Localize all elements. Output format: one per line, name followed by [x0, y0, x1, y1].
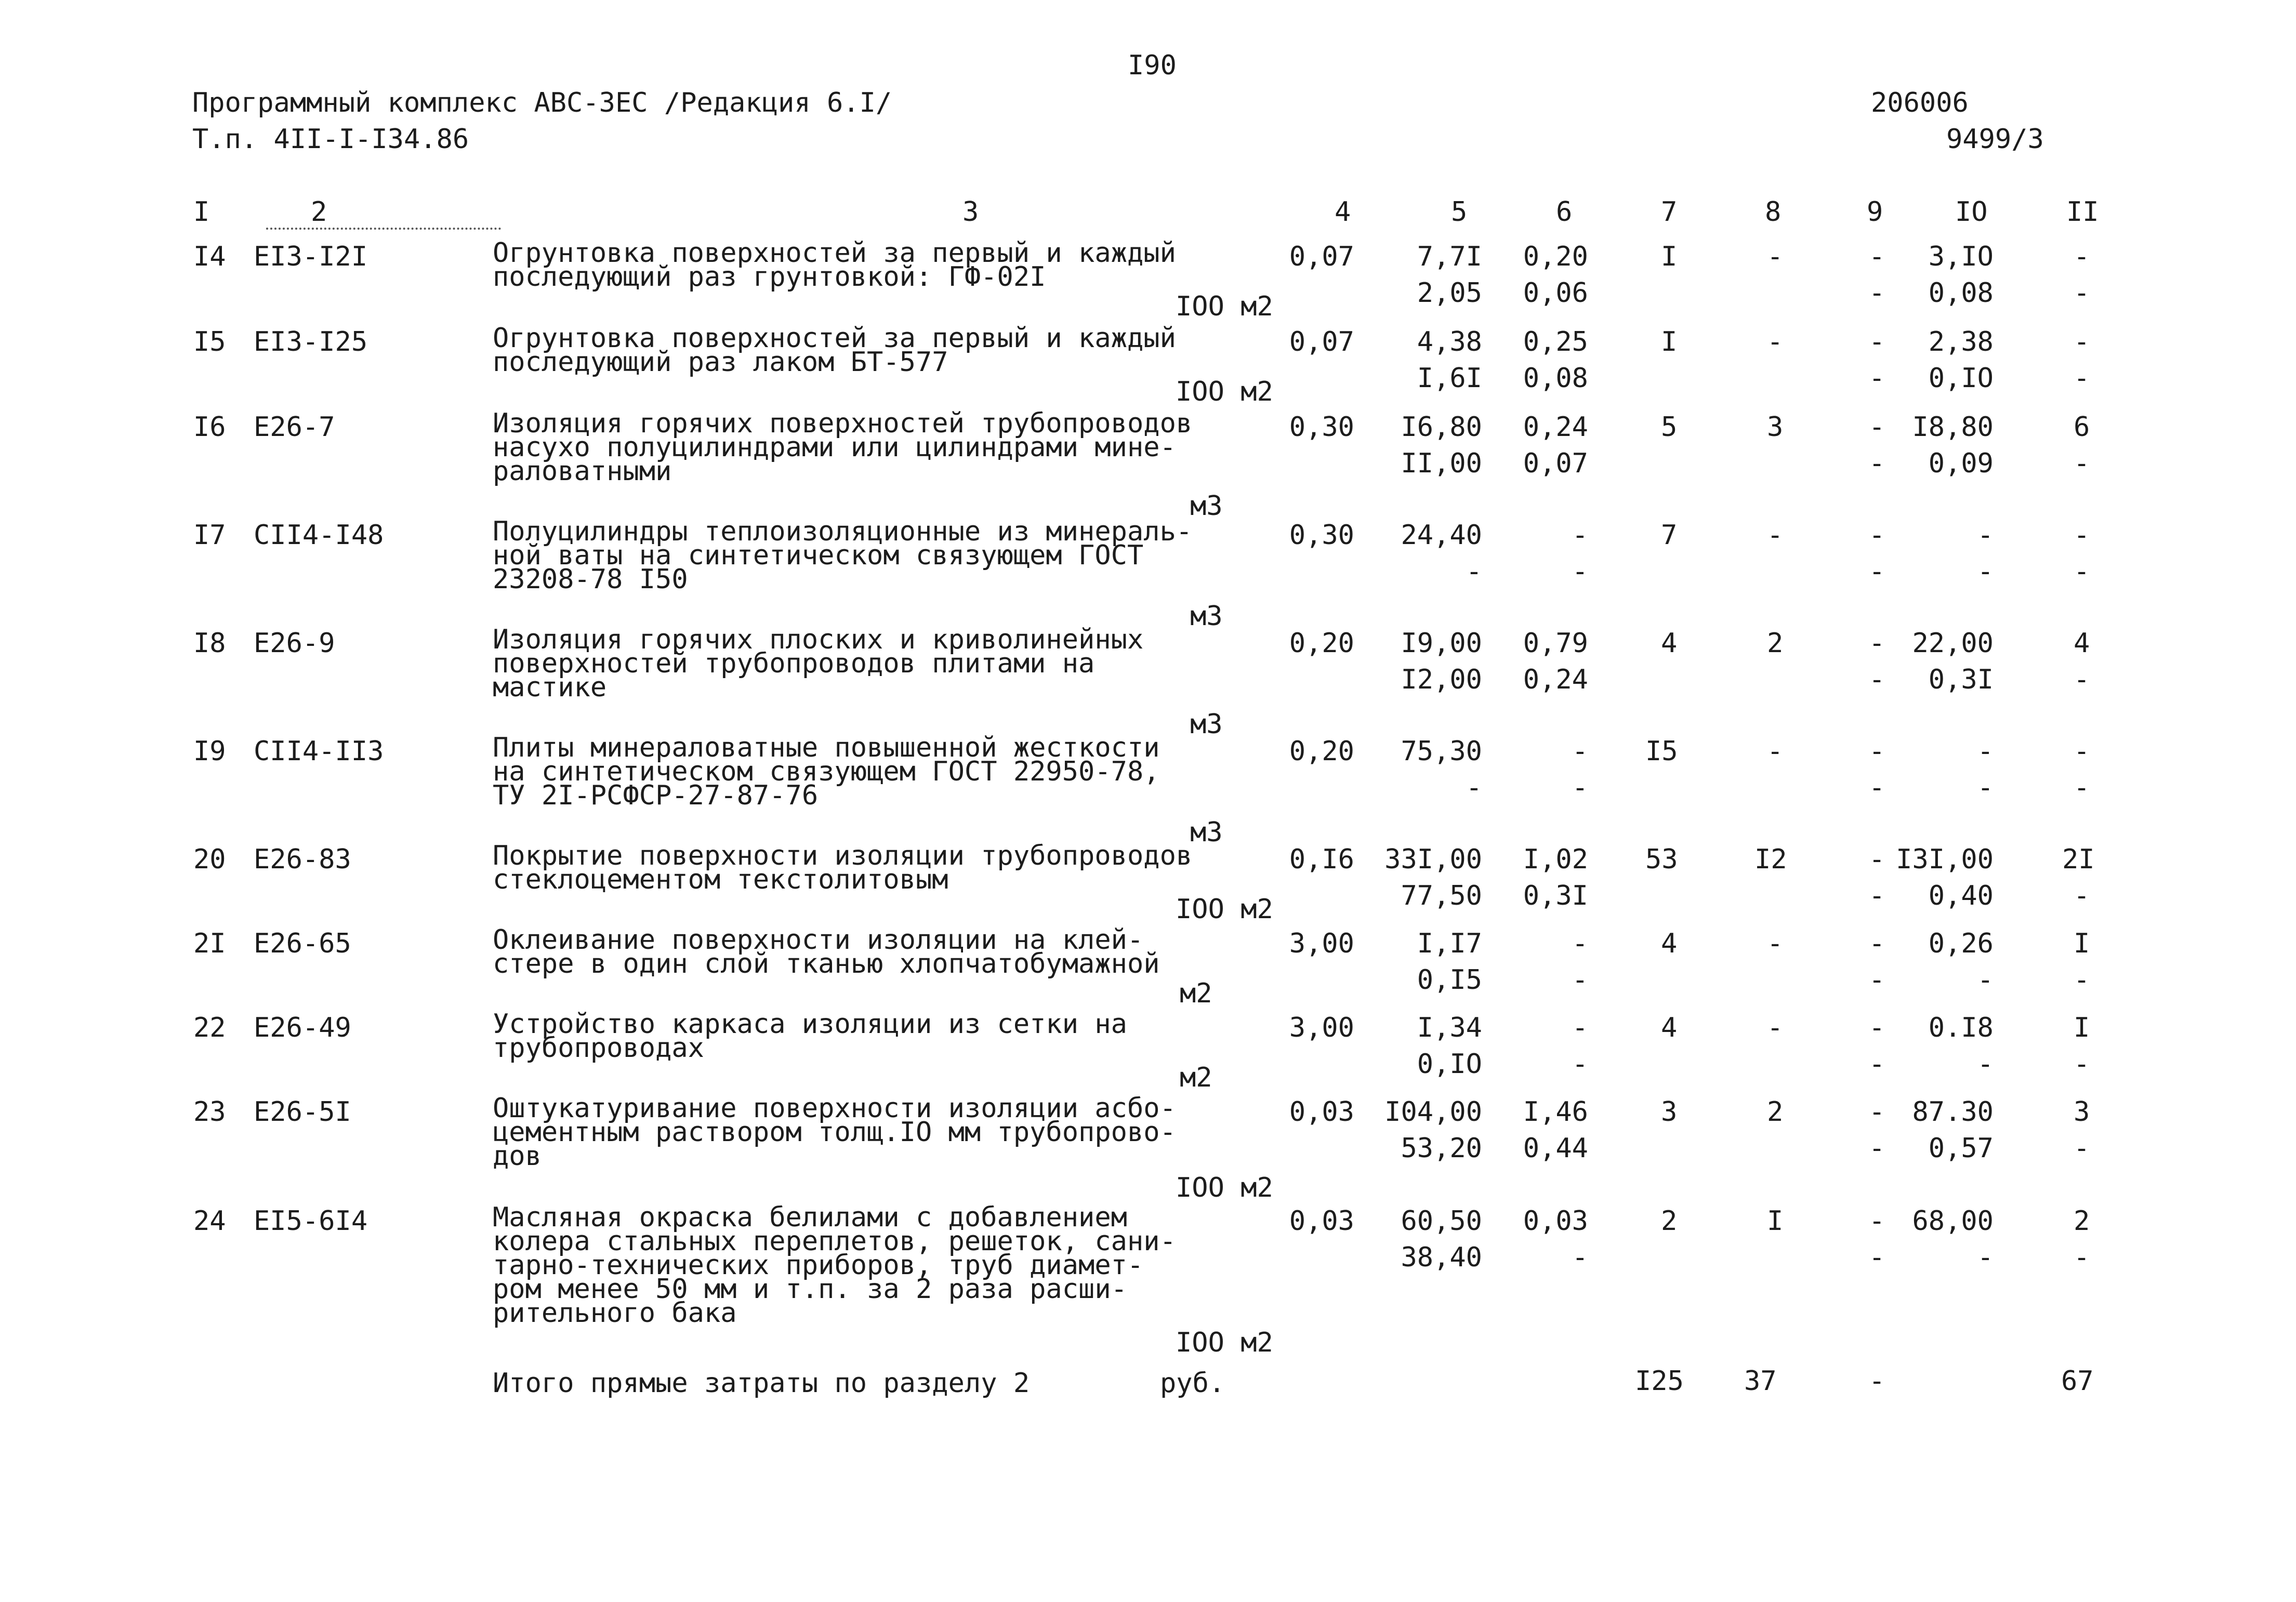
col-11-value: - [2074, 556, 2090, 587]
col-7-value: 4 [1661, 928, 1678, 959]
col-header-6: 6 [1556, 196, 1573, 228]
col-4-value: 0,30 [1289, 520, 1354, 551]
col-6-value: - [1572, 556, 1588, 587]
description-line: рительного бака [493, 1298, 737, 1329]
col-11-value: - [2074, 772, 2090, 803]
col-8-value: - [1767, 520, 1784, 551]
row-number: 20 [193, 844, 226, 875]
col-11-value: - [2074, 1049, 2090, 1080]
col-8-value: I2 [1754, 844, 1787, 875]
description-line: ной ваты на синтетическом связующем ГОСТ [493, 540, 1144, 571]
col-11-value: 4 [2074, 628, 2090, 659]
project-number: Т.п. 4II-I-I34.86 [192, 124, 469, 155]
col-7-value: 4 [1661, 1012, 1678, 1043]
col-5-value: I,6I [1417, 363, 1482, 394]
col-10-value: 3,IO [1928, 241, 1994, 272]
col-10-value: - [1977, 736, 1994, 767]
unit-of-measure: м3 [1190, 601, 1223, 632]
norm-code: E26-5I [254, 1096, 351, 1128]
col-10-value: - [1977, 772, 1994, 803]
description-line: Устройство каркаса изоляции из сетки на [493, 1009, 1127, 1040]
col-10-value: - [1977, 1049, 1994, 1080]
col-6-value: I,46 [1523, 1096, 1588, 1128]
row-number: 23 [193, 1096, 226, 1128]
row-number: I9 [193, 736, 226, 767]
col-6-value: I,02 [1523, 844, 1588, 875]
col-6-value: 0,44 [1523, 1133, 1588, 1164]
row-number: I8 [193, 628, 226, 659]
col-7-value: 5 [1661, 412, 1678, 443]
unit-of-measure: м2 [1180, 1062, 1212, 1093]
col-9-value: - [1869, 520, 1885, 551]
col-8-value: 3 [1767, 412, 1784, 443]
description-line: Оштукатуривание поверхности изоляции асбо- [493, 1093, 1176, 1124]
col-7-value: I5 [1645, 736, 1678, 767]
col-6-value: 0,24 [1523, 412, 1588, 443]
col-4-value: 0,07 [1289, 326, 1354, 358]
col-6-value: - [1572, 1049, 1588, 1080]
col-10-value: 68,00 [1912, 1206, 1994, 1237]
col-5-value: - [1466, 556, 1482, 587]
col-9-value: - [1869, 928, 1885, 959]
description-line: стере в один слой тканью хлопчатобумажной [493, 948, 1160, 979]
col-5-value: 75,30 [1401, 736, 1482, 767]
col-11-value: - [2074, 1133, 2090, 1164]
col-11-value: - [2074, 277, 2090, 309]
col-5-value: I04,00 [1384, 1096, 1482, 1128]
description-line: раловатными [493, 456, 672, 487]
work-description [493, 840, 1193, 895]
description-line: мастике [493, 672, 607, 703]
header-dotted-rule [266, 228, 501, 230]
description-line: последующий раз лаком БТ-577 [493, 347, 948, 378]
col-9-value: - [1869, 1133, 1885, 1164]
col-5-value: 53,20 [1401, 1133, 1482, 1164]
col-9-value: - [1869, 736, 1885, 767]
description-line: Изоляция горячих плоских и криволинейных [493, 624, 1144, 655]
col-11-value: - [2074, 736, 2090, 767]
col-header-3: 3 [962, 196, 979, 228]
col-5-value: - [1466, 772, 1482, 803]
col-11-value: 2I [2062, 844, 2095, 875]
work-description [493, 1202, 1176, 1329]
description-line: Полуцилиндры теплоизоляционные из минераль- [493, 516, 1193, 547]
unit-of-measure: IOO м2 [1176, 291, 1273, 322]
norm-code: CII4-I48 [254, 520, 384, 551]
description-line: Огрунтовка поверхностей за первый и каждый [493, 323, 1176, 354]
total-col-9: - [1869, 1366, 1885, 1397]
unit-of-measure: IOO м2 [1176, 1327, 1273, 1358]
col-header-9: 9 [1867, 196, 1883, 228]
col-9-value: - [1869, 664, 1885, 695]
row-number: I4 [193, 241, 226, 272]
col-8-value: - [1767, 326, 1784, 358]
norm-code: EI5-6I4 [254, 1206, 368, 1237]
work-description [493, 924, 1168, 979]
norm-code: E26-49 [254, 1012, 351, 1043]
col-10-value: - [1977, 1242, 1994, 1273]
description-line: насухо полуцилиндрами или цилиндрами мине- [493, 432, 1176, 463]
col-4-value: 3,00 [1289, 1012, 1354, 1043]
col-9-value: - [1869, 412, 1885, 443]
work-description [493, 624, 1168, 703]
col-5-value: I,34 [1417, 1012, 1482, 1043]
col-6-value: 0,3I [1523, 880, 1588, 911]
col-7-value: I [1661, 326, 1678, 358]
total-unit: руб. [1160, 1368, 1225, 1399]
col-11-value: 2 [2074, 1206, 2090, 1237]
description-line: стеклоцементом текстолитовым [493, 864, 948, 895]
col-9-value: - [1869, 556, 1885, 587]
description-line: Масляная окраска белилами с добавлением [493, 1202, 1127, 1233]
col-11-value: - [2074, 448, 2090, 479]
norm-code: EI3-I25 [254, 326, 368, 358]
description-line: на синтетическом связующем ГОСТ 22950-78, [493, 756, 1160, 787]
col-9-value: - [1869, 1096, 1885, 1128]
col-6-value: 0,25 [1523, 326, 1588, 358]
col-4-value: 0,30 [1289, 412, 1354, 443]
work-description [493, 1009, 1168, 1064]
col-10-value: 2,38 [1928, 326, 1994, 358]
col-6-value: 0,08 [1523, 363, 1588, 394]
work-description [493, 237, 1176, 293]
col-9-value: - [1869, 1012, 1885, 1043]
col-8-value: - [1767, 928, 1784, 959]
col-4-value: 0,07 [1289, 241, 1354, 272]
row-number: I5 [193, 326, 226, 358]
col-11-value: I [2074, 928, 2090, 959]
col-5-value: 33I,00 [1384, 844, 1482, 875]
col-11-value: - [2074, 326, 2090, 358]
col-4-value: 3,00 [1289, 928, 1354, 959]
norm-code: E26-7 [254, 412, 335, 443]
col-6-value: - [1572, 964, 1588, 996]
col-8-value: - [1767, 241, 1784, 272]
page-number: I90 [1128, 50, 1177, 81]
description-line: ром менее 50 мм и т.п. за 2 раза расши- [493, 1274, 1127, 1305]
description-line: поверхностей трубопроводов плитами на [493, 648, 1095, 679]
total-label: Итого прямые затраты по разделу 2 [493, 1368, 1030, 1399]
col-8-value: 2 [1767, 628, 1784, 659]
col-10-value: 0,09 [1928, 448, 1994, 479]
col-header-10: IO [1955, 196, 1988, 228]
col-6-value: 0,79 [1523, 628, 1588, 659]
col-6-value: 0,24 [1523, 664, 1588, 695]
col-9-value: - [1869, 964, 1885, 996]
col-5-value: 77,50 [1401, 880, 1482, 911]
description-line: Покрытие поверхности изоляции трубопроводов [493, 840, 1193, 871]
document-number: 206006 [1871, 87, 1969, 118]
col-11-value: - [2074, 664, 2090, 695]
col-10-value: 0,40 [1928, 880, 1994, 911]
col-6-value: - [1572, 772, 1588, 803]
col-4-value: 0,20 [1289, 736, 1354, 767]
description-line: цементным раствором толщ.IO мм трубопрово- [493, 1117, 1176, 1148]
col-6-value: 0,06 [1523, 277, 1588, 309]
col-header-7: 7 [1661, 196, 1678, 228]
total-col-11: 67 [2061, 1366, 2094, 1397]
row-number: 22 [193, 1012, 226, 1043]
sheet-number: 9499/3 [1946, 124, 2044, 155]
col-6-value: - [1572, 520, 1588, 551]
description-line: трубопроводах [493, 1032, 704, 1064]
col-5-value: 24,40 [1401, 520, 1482, 551]
col-10-value: 22,00 [1912, 628, 1994, 659]
unit-of-measure: IOO м2 [1176, 376, 1273, 407]
col-10-value: 0.I8 [1928, 1012, 1994, 1043]
description-line: Изоляция горячих поверхностей трубопроводов [493, 408, 1193, 439]
norm-code: E26-65 [254, 928, 351, 959]
col-5-value: 0,IO [1417, 1049, 1482, 1080]
col-5-value: 4,38 [1417, 326, 1482, 358]
unit-of-measure: IOO м2 [1176, 894, 1273, 925]
col-5-value: 0,I5 [1417, 964, 1482, 996]
col-9-value: - [1869, 448, 1885, 479]
row-number: 2I [193, 928, 226, 959]
col-11-value: 3 [2074, 1096, 2090, 1128]
col-5-value: I,I7 [1417, 928, 1482, 959]
col-header-11: II [2066, 196, 2099, 228]
col-7-value: 7 [1661, 520, 1678, 551]
col-7-value: 53 [1645, 844, 1678, 875]
col-10-value: 0,26 [1928, 928, 1994, 959]
description-line: Огрунтовка поверхностей за первый и каждый [493, 237, 1176, 269]
col-5-value: I6,80 [1401, 412, 1482, 443]
program-title: Программный комплекс АВС-ЗЕС /Редакция 6.I/ [192, 87, 892, 118]
norm-code: CII4-II3 [254, 736, 384, 767]
col-10-value: I3I,00 [1896, 844, 1994, 875]
col-9-value: - [1869, 628, 1885, 659]
col-9-value: - [1869, 844, 1885, 875]
col-5-value: I2,00 [1401, 664, 1482, 695]
description-line: дов [493, 1141, 542, 1172]
col-4-value: 0,03 [1289, 1096, 1354, 1128]
unit-of-measure: IOO м2 [1176, 1172, 1273, 1203]
col-10-value: 0,08 [1928, 277, 1994, 309]
col-header-5: 5 [1451, 196, 1468, 228]
col-5-value: 2,05 [1417, 277, 1482, 309]
col-4-value: 0,20 [1289, 628, 1354, 659]
norm-code: E26-9 [254, 628, 335, 659]
col-9-value: - [1869, 1049, 1885, 1080]
work-description [493, 516, 1193, 595]
col-11-value: 6 [2074, 412, 2090, 443]
work-description [493, 408, 1193, 487]
total-col-7: I25 [1635, 1366, 1684, 1397]
col-header-1: I [193, 196, 210, 228]
col-10-value: 0,IO [1928, 363, 1994, 394]
col-7-value: 4 [1661, 628, 1678, 659]
description-line: последующий раз грунтовкой: ГФ-02I [493, 261, 1046, 293]
unit-of-measure: м3 [1190, 709, 1223, 740]
col-10-value: I8,80 [1912, 412, 1994, 443]
col-8-value: - [1767, 736, 1784, 767]
col-9-value: - [1869, 326, 1885, 358]
col-8-value: I [1767, 1206, 1784, 1237]
work-description [493, 1093, 1176, 1172]
col-6-value: 0,20 [1523, 241, 1588, 272]
col-9-value: - [1869, 363, 1885, 394]
col-9-value: - [1869, 241, 1885, 272]
col-5-value: 60,50 [1401, 1206, 1482, 1237]
row-number: I6 [193, 412, 226, 443]
col-10-value: - [1977, 520, 1994, 551]
col-4-value: 0,I6 [1289, 844, 1354, 875]
col-7-value: 2 [1661, 1206, 1678, 1237]
col-5-value: II,00 [1401, 448, 1482, 479]
description-line: 23208-78 I50 [493, 564, 688, 595]
col-header-2: 2 [311, 196, 327, 228]
unit-of-measure: м3 [1190, 491, 1223, 522]
norm-code: E26-83 [254, 844, 351, 875]
description-line: Оклеивание поверхности изоляции на клей- [493, 924, 1144, 956]
col-5-value: 7,7I [1417, 241, 1482, 272]
col-5-value: 38,40 [1401, 1242, 1482, 1273]
col-6-value: - [1572, 1012, 1588, 1043]
norm-code: EI3-I2I [254, 241, 368, 272]
description-line: тарно-технических приборов, труб диамет- [493, 1250, 1144, 1281]
col-4-value: 0,03 [1289, 1206, 1354, 1237]
description-line: ТУ 2I-РСФСР-27-87-76 [493, 780, 819, 811]
work-description [493, 732, 1168, 811]
unit-of-measure: м2 [1180, 978, 1212, 1009]
col-11-value: - [2074, 241, 2090, 272]
col-6-value: - [1572, 928, 1588, 959]
total-col-8: 37 [1744, 1366, 1777, 1397]
col-10-value: 87.30 [1912, 1096, 1994, 1128]
col-11-value: - [2074, 520, 2090, 551]
col-11-value: I [2074, 1012, 2090, 1043]
col-11-value: - [2074, 1242, 2090, 1273]
col-6-value: - [1572, 736, 1588, 767]
col-10-value: - [1977, 556, 1994, 587]
col-8-value: 2 [1767, 1096, 1784, 1128]
description-line: колера стальных переплетов, решеток, сани- [493, 1226, 1176, 1257]
col-header-4: 4 [1335, 196, 1351, 228]
col-9-value: - [1869, 1206, 1885, 1237]
col-10-value: 0,57 [1928, 1133, 1994, 1164]
col-11-value: - [2074, 964, 2090, 996]
col-7-value: I [1661, 241, 1678, 272]
col-9-value: - [1869, 1242, 1885, 1273]
col-9-value: - [1869, 277, 1885, 309]
work-description [493, 323, 1176, 378]
col-11-value: - [2074, 363, 2090, 394]
row-number: I7 [193, 520, 226, 551]
col-10-value: 0,3I [1928, 664, 1994, 695]
col-10-value: - [1977, 964, 1994, 996]
col-header-8: 8 [1765, 196, 1782, 228]
col-6-value: - [1572, 1242, 1588, 1273]
col-9-value: - [1869, 880, 1885, 911]
row-number: 24 [193, 1206, 226, 1237]
col-8-value: - [1767, 1012, 1784, 1043]
description-line: Плиты минераловатные повышенной жесткости [493, 732, 1160, 763]
col-5-value: I9,00 [1401, 628, 1482, 659]
col-11-value: - [2074, 880, 2090, 911]
col-9-value: - [1869, 772, 1885, 803]
unit-of-measure: м3 [1190, 817, 1223, 848]
col-6-value: 0,07 [1523, 448, 1588, 479]
col-7-value: 3 [1661, 1096, 1678, 1128]
col-6-value: 0,03 [1523, 1206, 1588, 1237]
